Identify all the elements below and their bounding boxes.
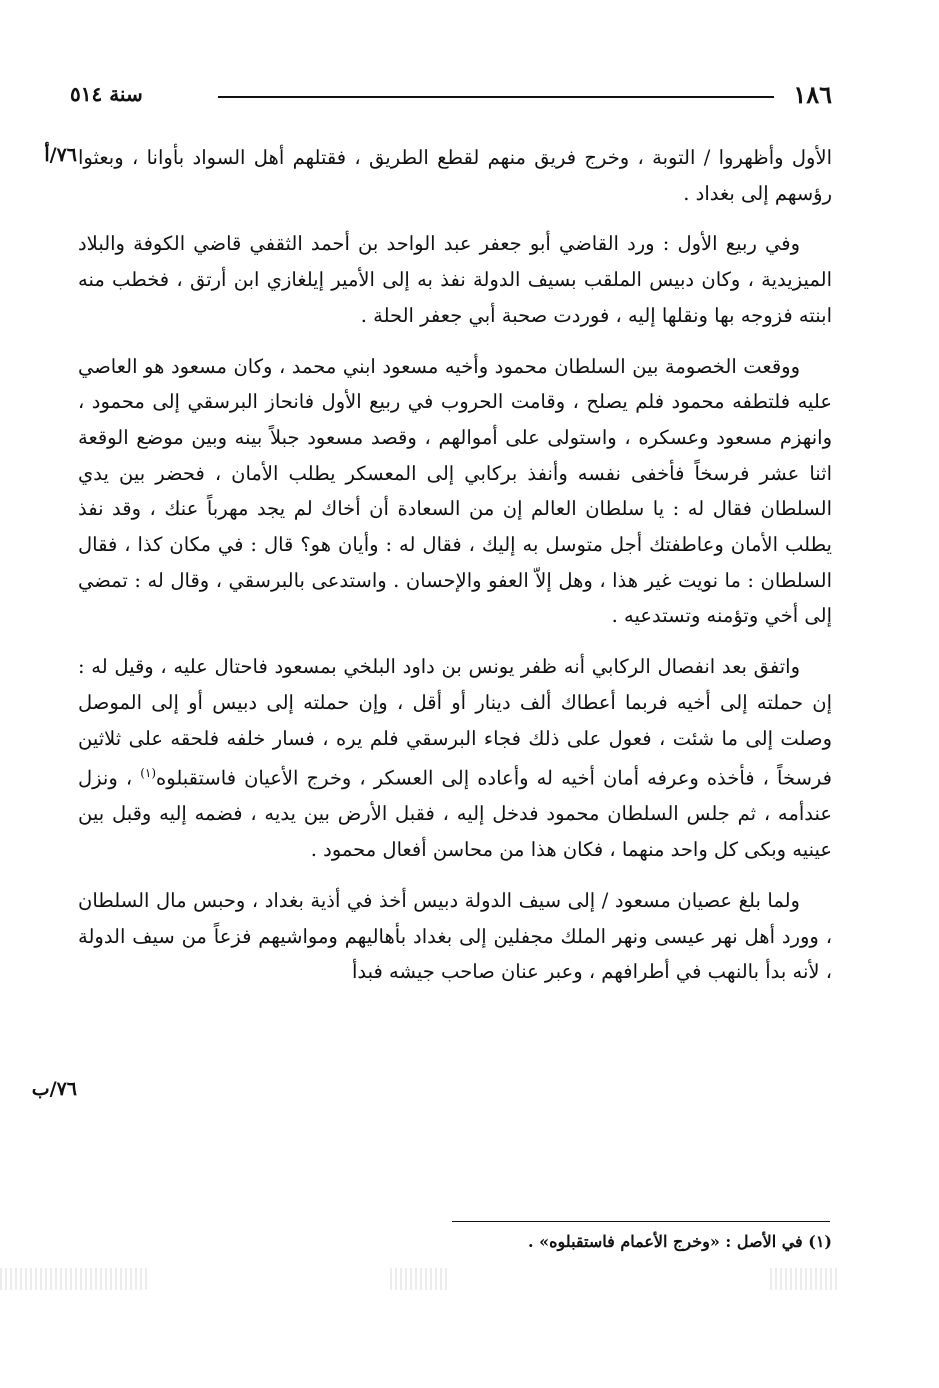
paragraph-rest: وبعثوا رؤسهم إلى بغداد .: [78, 146, 832, 205]
paragraph-rest: هو العاصي عليه فلتطفه محمود فلم يصلح ، وقامت الحروب في ربيع الأول فانحاز البرسقي إلى محمود ، وانهزم مسعود وعسكره ، واستولى على أموالهم ، وقصد مسعود جبلاً بينه وبين موضع الوقعة اثنا عشر فرسخاً فأخفى نفسه وأنفذ بركابي إلى المعسكر يطلب الأمان ، فحضر بين يدي السلطان فقال له : يا سلطان العالم إن من السعادة أن أخاك لم يجد مهرباً عنك ، وقد نفذ يطلب الأمان وعاطفتك أجل متوسل به إليك ، فقال له : وأيان هو؟ قال : في مكان كذا ، فقال السلطان : ما نويت غير هذا ، وهل إلاّ العفو والإحسان . واستدعى بالبرسقي ، وقال له : تمضي إلى أخي وتؤمنه وتستدعيه .: [78, 354, 832, 628]
paragraph-first-line: وفي ربيع الأول : ورد القاضي أبو جعفر عبد الواحد بن أحمد الثقفي قاضي: [193, 232, 801, 256]
page-number: ١٨٦: [793, 80, 832, 109]
paragraph-first-line: ولما بلغ عصيان مسعود / إلى سيف الدولة دبيس أخذ في أذية بغداد ، وحبس: [193, 888, 800, 912]
paragraph-first-line: واتفق بعد انفصال الركابي أنه ظفر يونس بن داود البلخي بمسعود فاحتال عليه ،: [160, 655, 800, 679]
paragraph-first-line: الأول وأظهروا / التوبة ، وخرج فريق منهم لقطع الطريق ، فقتلهم أهل السواد بأوانا ،: [131, 146, 832, 169]
footnote-rule: [452, 1221, 830, 1222]
paragraph: [78, 349, 832, 635]
footnote-reference[interactable]: (١): [140, 766, 157, 781]
paragraph-rest: ، ونزل عندأمه ، ثم جلس السلطان محمود فدخل إليه ، فقبل الأرض بين يديه ، فضمه إليه وقبل بين عينيه وبكى كل واحد منهما ، فكان هذا من محاسن أفعال محمود .: [78, 766, 832, 862]
paragraph: [78, 649, 832, 868]
paragraph: [78, 883, 832, 990]
page-header: [70, 78, 832, 114]
paragraph-rest: وقيل له : إن حملته إلى أخيه فربما أعطاك ألف دينار أو أقل ، وإن حملته إلى دبيس أو إلى الموصل وصلت إلى ما شئت ، فعول على ذلك فجاء البرسقي فلم يره ، فسار خلفه فلحقه على ثلاثين فرسخاً ، فأخذه وعرفه أمان أخيه له وأعاده إلى العسكر ، وخرج الأعيان فاستقبلوه: [78, 655, 832, 790]
scan-noise: [770, 1268, 840, 1290]
paragraph: [78, 140, 832, 211]
margin-folio-note: ٧٦/أ: [44, 144, 77, 166]
paragraph-rest: الكوفة والبلاد الميزيدية ، وكان دبيس الملقب بسيف الدولة نفذ به إلى الأمير إيلغازي ابن أرتق ، فخطب منه ابنته فزوجه بها ونقلها إليه ، فوردت صحبة أبي جعفر الحلة .: [78, 232, 832, 327]
scan-noise: [390, 1268, 450, 1290]
paragraph-rest: مال السلطان ، وورد أهل نهر عيسى ونهر الملك مجفلين إلى بغداد بأهاليهم ومواشيهم فزعاً من سيف الدولة ، لأنه بدأ بالنهب في أطرافهم ، وعبر عنان صاحب جيشه فبدأ: [78, 888, 832, 984]
margin-folio-note: ٧٦/ب: [31, 1078, 77, 1100]
scan-noise: [0, 1268, 150, 1290]
main-text: [78, 140, 832, 1005]
footnote: (١) في الأصل : «وخرج الأعمام فاستقبلوه» .: [527, 1232, 832, 1251]
year-label: سنة ٥١٤: [70, 82, 143, 106]
paragraph: [78, 226, 832, 333]
header-rule: [218, 96, 774, 98]
paragraph-first-line: ووقعت الخصومة بين السلطان محمود وأخيه مسعود ابني محمد ، وكان مسعود: [170, 354, 800, 378]
